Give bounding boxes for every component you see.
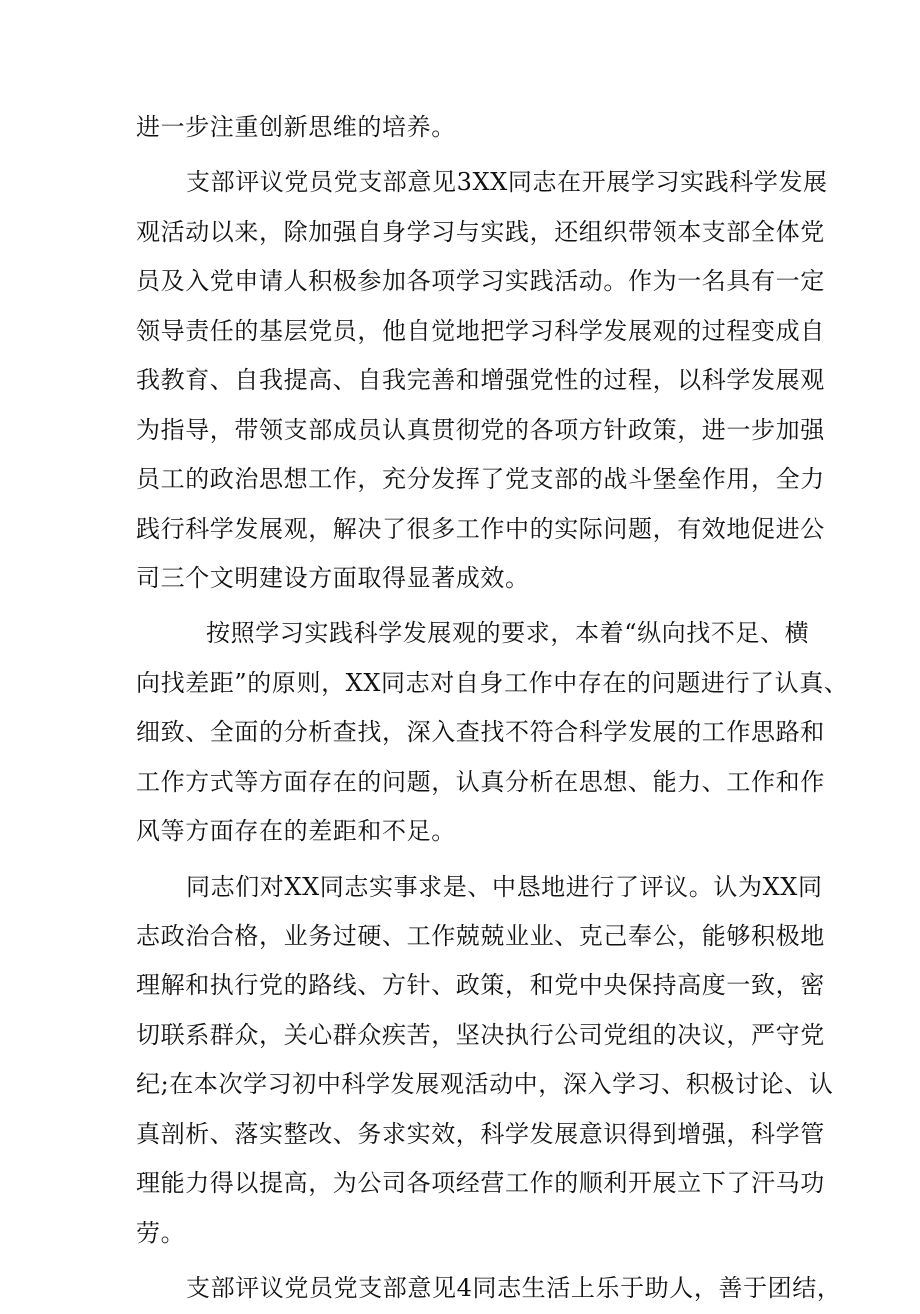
text-line: 劳。 <box>136 1218 186 1247</box>
text-line: 司三个文明建设方面取得显著成效。 <box>136 563 530 592</box>
text-line: 工作方式等方面存在的问题，认真分析在思想、能力、工作和作 <box>136 767 825 796</box>
paragraph-first-line: 支部评议党员党支部意见3XX同志在开展学习实践科学发展 <box>186 168 828 197</box>
text-line: 细致、全面的分析查找，深入查找不符合科学发展的工作思路和 <box>136 718 825 747</box>
text-line: 理解和执行党的路线、方针、政策，和党中央保持高度一致，密 <box>136 971 825 1000</box>
text-line: 员工的政治思想工作，充分发挥了党支部的战斗堡垒作用，全力 <box>136 465 825 494</box>
text-line: 向找差距”的原则，XX同志对自身工作中存在的问题进行了认真、 <box>136 668 849 697</box>
text-line: 志政治合格，业务过硬、工作兢兢业业、克己奉公，能够积极地 <box>136 922 825 950</box>
text-line: 践行科学发展观，解决了很多工作中的实际问题，有效地促进公 <box>136 514 825 543</box>
text-line: 为指导，带领支部成员认真贯彻党的各项方针政策，进一步加强 <box>136 415 825 444</box>
text-line: 切联系群众，关心群众疾苦，坚决执行公司党组的决议，严守党 <box>136 1020 825 1049</box>
paragraph-first-line: 按照学习实践科学发展观的要求，本着“纵向找不足、横 <box>206 619 810 648</box>
text-line: 我教育、自我提高、自我完善和增强党性的过程，以科学发展观 <box>136 366 825 395</box>
text-line: 风等方面存在的差距和不足。 <box>136 817 456 846</box>
text-line: 员及入党申请人积极参加各项学习实践活动。作为一名具有一定 <box>136 267 825 296</box>
text-line: 纪;在本次学习初中科学发展观活动中，深入学习、积极讨论、认 <box>136 1070 834 1099</box>
paragraph-first-line: 支部评议党员党支部意见4同志生活上乐于助人，善于团结， <box>186 1274 842 1303</box>
body-text <box>136 103 849 1314</box>
text-line: 真剖析、落实整改、务求实效，科学发展意识得到增强，科学管 <box>136 1119 825 1148</box>
text-line: 理能力得以提高，为公司各项经营工作的顺利开展立下了汗马功 <box>136 1169 825 1198</box>
text-line: 观活动以来，除加强自身学习与实践，还组织带领本支部全体党 <box>136 217 825 246</box>
text-line: 领导责任的基层党员，他自觉地把学习科学发展观的过程变成自 <box>136 316 825 345</box>
text-line: 进一步注重创新思维的培养。 <box>136 113 456 141</box>
paragraph-first-line: 同志们对XX同志实事求是、中恳地进行了评议。认为XX同 <box>186 872 823 901</box>
